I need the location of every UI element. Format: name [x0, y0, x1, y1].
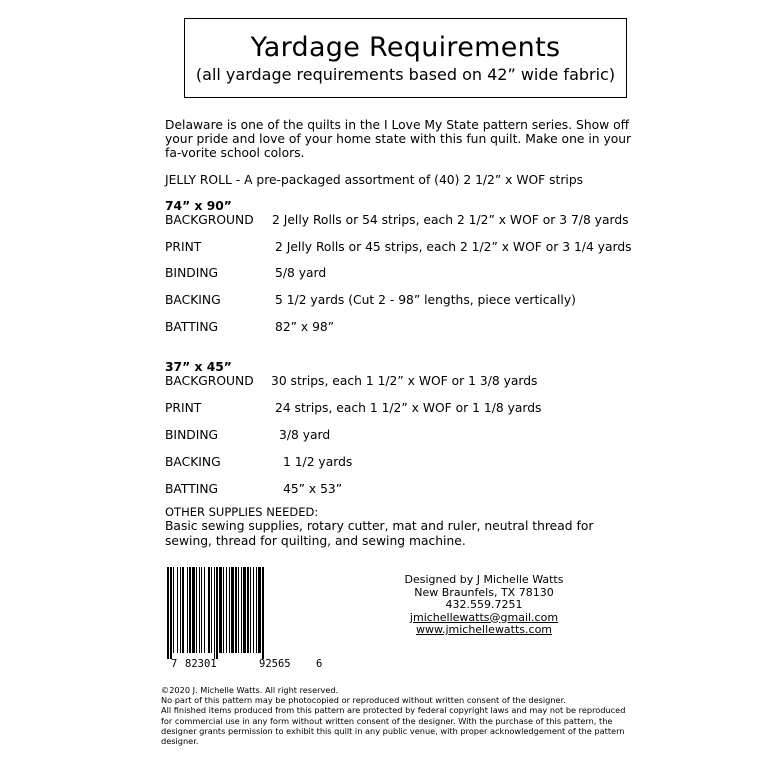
barcode-bar: [258, 567, 261, 653]
barcode-bar: [223, 567, 224, 653]
barcode-bar: [187, 567, 188, 653]
row-label: BACKING: [165, 293, 221, 307]
barcode-digit-group-left: 82301: [185, 658, 217, 670]
barcode-bar: [256, 567, 257, 653]
barcode-bar: [173, 567, 174, 653]
row-label: BINDING: [165, 266, 219, 280]
designer-line: Designed by J Michelle Watts: [404, 573, 564, 586]
row-label: BACKGROUND: [165, 213, 254, 227]
barcode-bar: [182, 567, 184, 653]
legal-notice: [161, 685, 631, 746]
email-link[interactable]: jmichellewatts@gmail.com: [409, 610, 559, 624]
barcode-bar: [201, 567, 202, 653]
row-label: PRINT: [165, 240, 202, 254]
row-value: 1 1/2 yards: [283, 455, 353, 469]
row-value: 30 strips, each 1 1/2” x WOF or 1 3/8 yards: [271, 374, 538, 388]
phone-line: 432.559.7251: [445, 598, 523, 611]
page-subtitle: (all yardage requirements based on 42” wide fabric): [195, 65, 616, 84]
barcode-bar: [238, 567, 239, 653]
website-link[interactable]: www.jmichellewatts.com: [415, 623, 553, 636]
row-label: BACKING: [165, 455, 221, 469]
barcode-bar: [229, 567, 230, 653]
barcode-bar: [231, 567, 234, 653]
row-value: 5/8 yard: [275, 266, 327, 280]
row-label: BATTING: [165, 320, 219, 334]
barcode-bar: [211, 567, 212, 653]
row-value: 24 strips, each 1 1/2” x WOF or 1 1/8 yards: [275, 401, 542, 415]
barcode-bar: [241, 567, 242, 653]
barcode-bar: [216, 567, 218, 659]
barcode-bar: [247, 567, 249, 653]
row-value: 2 Jelly Rolls or 45 strips, each 2 1/2” x WOF or 3 1/4 yards: [275, 240, 632, 254]
legal-line-finished-items: All finished items produced from this pattern are protected by federal copyright laws and may not be reproduced for commercial use in any form without written consent of the designer. With the purchase of this pattern, the designer grants permission to exhibit this quilt in any public venue, with proper acknowledgement of the pattern designer.: [161, 705, 626, 747]
barcode-bar: [243, 567, 246, 653]
barcode-bar: [214, 567, 215, 659]
size-small-heading: 37” x 45”: [165, 360, 232, 374]
barcode-bar: [177, 567, 178, 653]
size-small-batting-row: [165, 482, 343, 496]
barcode-bar: [250, 567, 251, 653]
page-title: Yardage Requirements: [250, 32, 561, 63]
barcode-bar: [262, 567, 264, 659]
barcode-bar: [199, 567, 200, 653]
legal-line-photocopy: No part of this pattern may be photocopied or reproduced without written consent of the designer.: [161, 695, 566, 706]
location-line: New Braunfels, TX 78130: [414, 585, 554, 599]
barcode-bar: [192, 567, 195, 653]
size-small-backing-row: [165, 455, 353, 469]
row-value: 82” x 98”: [275, 320, 335, 334]
row-label: PRINT: [165, 401, 202, 415]
size-large-background-row: [165, 213, 629, 227]
row-value: 2 Jelly Rolls or 54 strips, each 2 1/2” x WOF or 3 7/8 yards: [272, 213, 629, 227]
size-large-heading: 74” x 90”: [165, 199, 232, 213]
row-label: BATTING: [165, 482, 219, 496]
barcode-bar: [167, 567, 169, 659]
row-label: BINDING: [165, 428, 219, 442]
copyright-line: ©2020 J. Michelle Watts. All right reserved.: [161, 685, 339, 695]
barcode-bar: [189, 567, 191, 653]
title-box: [184, 18, 627, 98]
barcode-digit-check: 6: [316, 658, 323, 670]
barcode: [163, 563, 323, 671]
supplies-text: Basic sewing supplies, rotary cutter, mat and ruler, neutral thread for sewing, thread for quilting, and sewing machine.: [165, 519, 594, 548]
barcode-graphic: [163, 563, 323, 659]
contact-block: [392, 574, 576, 637]
barcode-bar: [219, 567, 222, 653]
row-label: BACKGROUND: [165, 374, 254, 388]
barcode-bar: [235, 567, 237, 653]
row-value: 45” x 53”: [283, 482, 343, 496]
size-large-batting-row: [165, 320, 335, 334]
barcode-bar: [180, 567, 181, 653]
barcode-bar: [253, 567, 254, 653]
barcode-digit-group-right: 92565: [259, 658, 291, 670]
barcode-bar: [204, 567, 205, 653]
barcode-bar: [208, 567, 210, 653]
size-small-print-row: [165, 401, 542, 415]
barcode-bar: [170, 567, 172, 659]
size-large-print-row: [165, 240, 632, 254]
size-large-backing-row: [165, 293, 576, 307]
supplies-heading: OTHER SUPPLIES NEEDED:: [165, 505, 319, 519]
size-large-binding-row: [165, 266, 327, 280]
barcode-bar: [196, 567, 197, 653]
barcode-digit-lead: 7: [171, 658, 178, 670]
intro-paragraph: Delaware is one of the quilts in the I Love My State pattern series. Show off your pride and love of your home state with this fun quilt. Make one in your fa-vorite school colors.: [165, 118, 632, 160]
jelly-roll-note: JELLY ROLL - A pre-packaged assortment of (40) 2 1/2” x WOF strips: [165, 173, 584, 187]
size-small-background-row: [165, 374, 538, 388]
row-value: 5 1/2 yards (Cut 2 - 98” lengths, piece vertically): [275, 293, 576, 307]
barcode-bar: [226, 567, 227, 653]
row-value: 3/8 yard: [279, 428, 331, 442]
size-small-binding-row: [165, 428, 331, 442]
